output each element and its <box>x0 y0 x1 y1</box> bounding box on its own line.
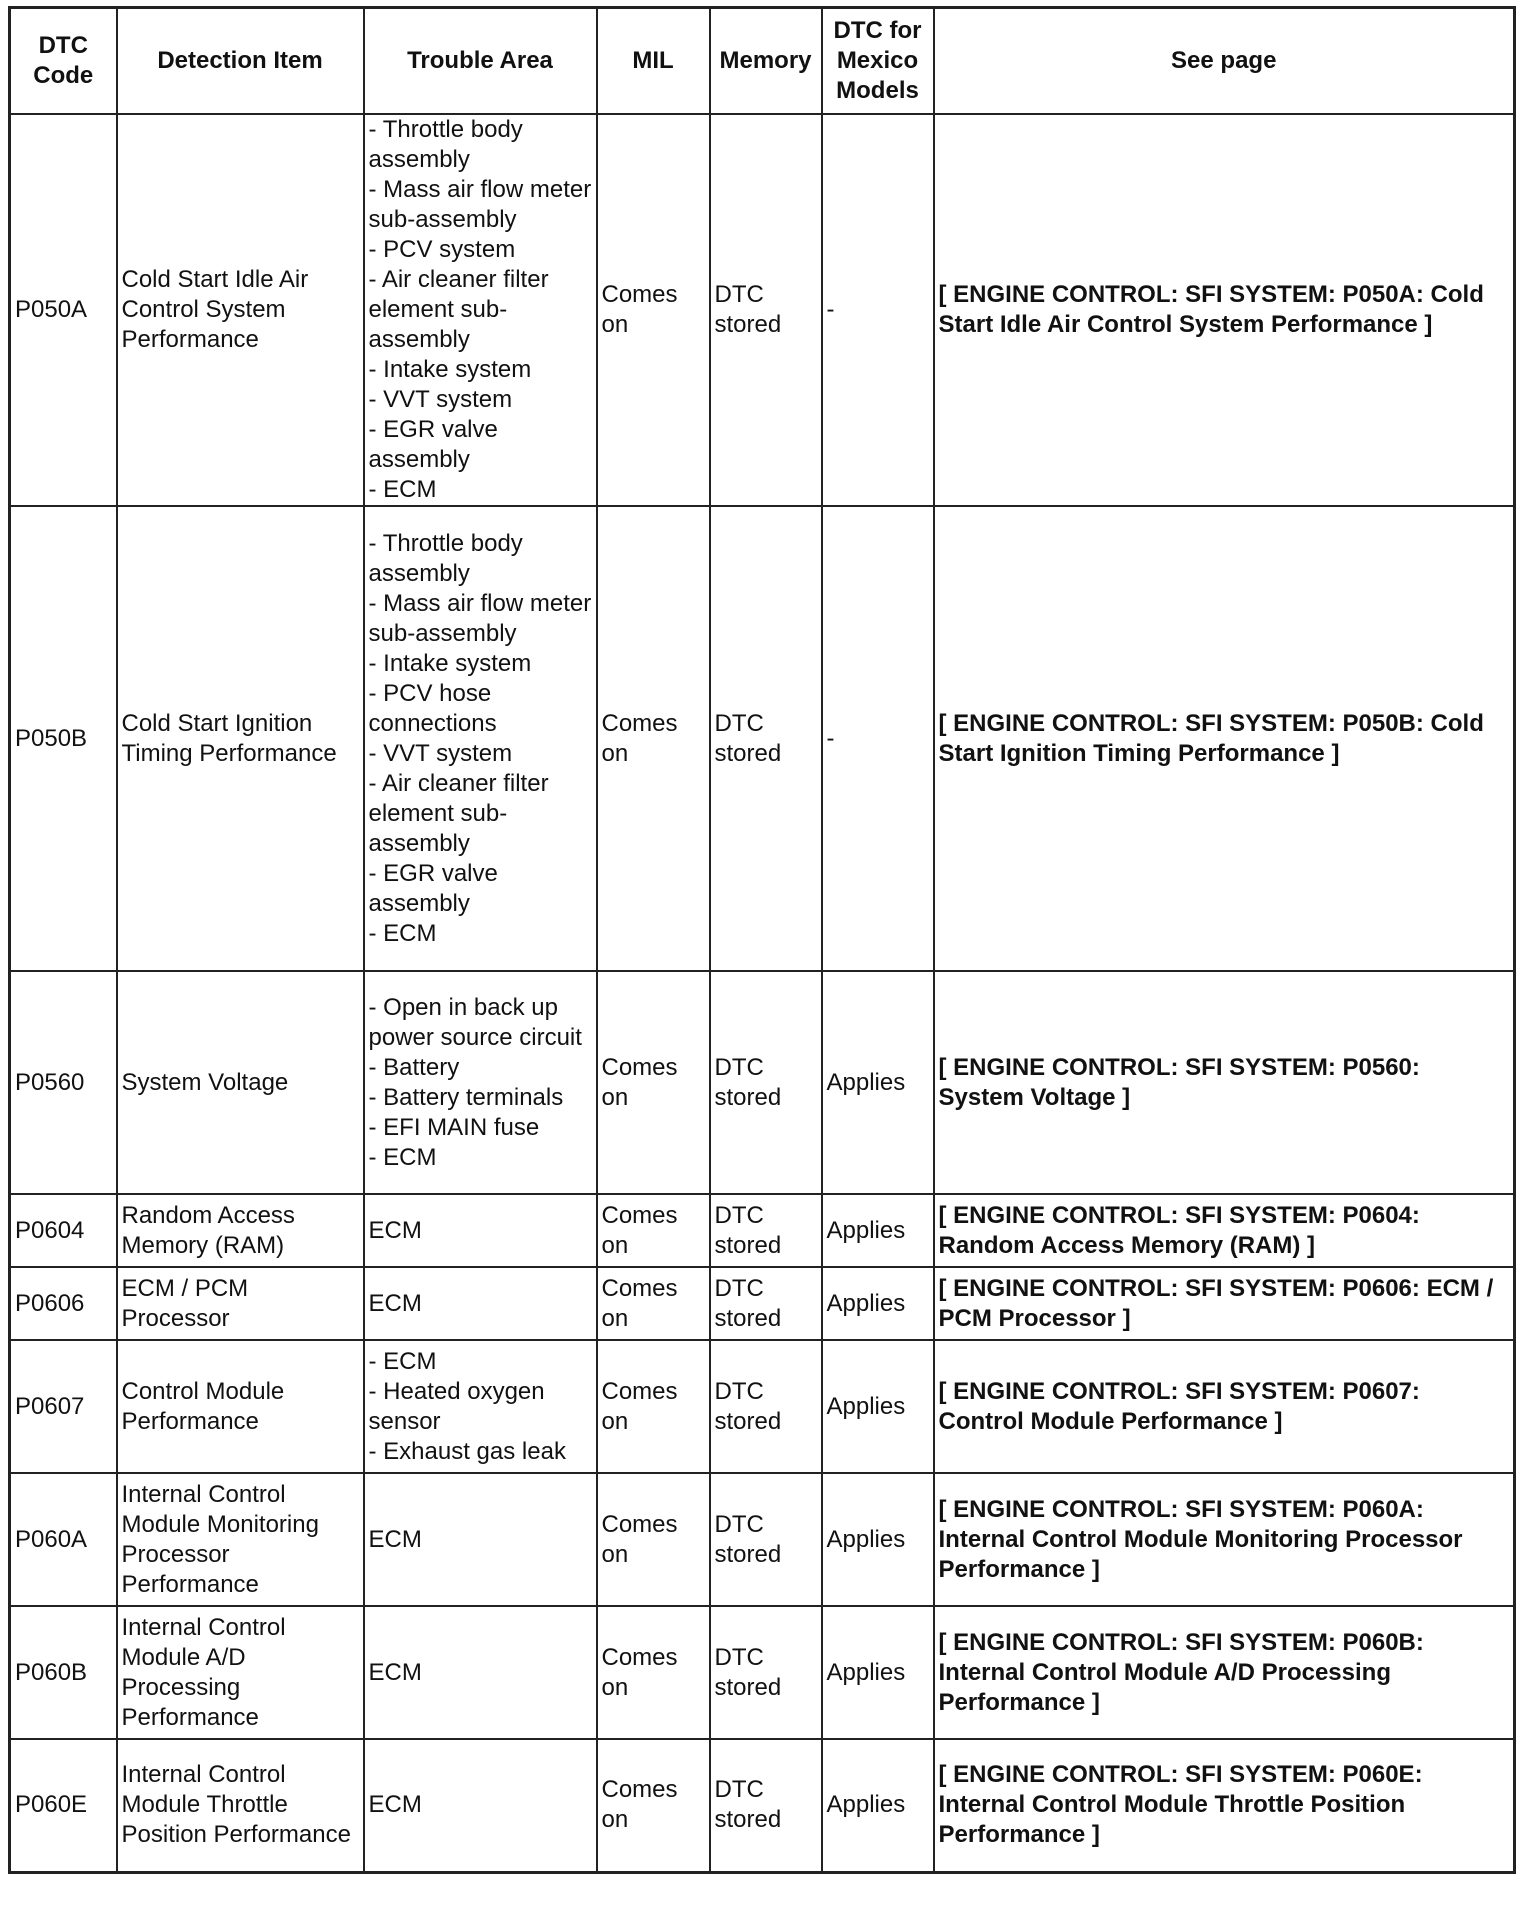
trouble-area-line: ECM <box>368 1658 422 1686</box>
header-mil: MIL <box>597 8 710 115</box>
memory-cell: DTC stored <box>710 1194 822 1267</box>
trouble-area-cell <box>364 971 597 1194</box>
mil-cell: Comes on <box>597 1267 710 1340</box>
trouble-area-line: - Battery <box>368 1053 460 1081</box>
memory-cell: DTC stored <box>710 1473 822 1606</box>
dtc-code-cell: P060B <box>10 1606 117 1739</box>
memory-cell: DTC stored <box>710 1340 822 1473</box>
dtc-code-cell: P0606 <box>10 1267 117 1340</box>
table-row <box>10 1739 1515 1872</box>
trouble-area-line: - Mass air flow meter sub-assembly <box>368 176 592 233</box>
trouble-area-line: - ECM <box>368 1143 437 1171</box>
mexico-models-cell: Applies <box>822 1267 934 1340</box>
trouble-area-line: - PCV system <box>368 236 516 263</box>
table-row <box>10 1473 1515 1606</box>
table-row <box>10 114 1515 506</box>
trouble-area-line: - Air cleaner filter element sub-assembly <box>368 266 549 353</box>
see-page-link[interactable]: [ ENGINE CONTROL: SFI SYSTEM: P050A: Cold Start Idle Air Control System Performance ] <box>934 114 1515 506</box>
trouble-area-line: - Heated oxygen sensor <box>368 1377 545 1435</box>
dtc-code-cell: P0607 <box>10 1340 117 1473</box>
trouble-area-cell <box>364 114 597 506</box>
dtc-code-cell: P050B <box>10 506 117 971</box>
header-see-page: See page <box>934 8 1515 115</box>
trouble-area-line: - Exhaust gas leak <box>368 1437 566 1465</box>
trouble-area-line: - Throttle body assembly <box>368 116 523 173</box>
see-page-link[interactable]: [ ENGINE CONTROL: SFI SYSTEM: P050B: Cold Start Ignition Timing Performance ] <box>934 506 1515 971</box>
trouble-area-line: - Air cleaner filter element sub-assembly <box>368 769 549 857</box>
header-memory: Memory <box>710 8 822 115</box>
trouble-area-line: ECM <box>368 1289 422 1317</box>
table-row <box>10 1340 1515 1473</box>
trouble-area-cell <box>364 1340 597 1473</box>
trouble-area-cell <box>364 506 597 971</box>
table-row <box>10 1606 1515 1739</box>
detection-item-cell: Control Module Performance <box>117 1340 364 1473</box>
table-body <box>10 114 1515 1872</box>
detection-item-cell: Internal Control Module Throttle Position Performance <box>117 1739 364 1872</box>
trouble-area-line: - EFI MAIN fuse <box>368 1113 540 1141</box>
see-page-link[interactable]: [ ENGINE CONTROL: SFI SYSTEM: P060A: Internal Control Module Monitoring Processor Performance ] <box>934 1473 1515 1606</box>
trouble-area-line: - VVT system <box>368 739 513 767</box>
table-row <box>10 1267 1515 1340</box>
mexico-models-cell: Applies <box>822 1473 934 1606</box>
header-row <box>10 8 1515 115</box>
see-page-link[interactable]: [ ENGINE CONTROL: SFI SYSTEM: P0560: System Voltage ] <box>934 971 1515 1194</box>
detection-item-cell: Random Access Memory (RAM) <box>117 1194 364 1267</box>
memory-cell: DTC stored <box>710 506 822 971</box>
detection-item-cell: Internal Control Module A/D Processing Performance <box>117 1606 364 1739</box>
dtc-code-cell: P0604 <box>10 1194 117 1267</box>
trouble-area-line: - Battery terminals <box>368 1083 564 1111</box>
see-page-link[interactable]: [ ENGINE CONTROL: SFI SYSTEM: P0604: Random Access Memory (RAM) ] <box>934 1194 1515 1267</box>
trouble-area-line: - Mass air flow meter sub-assembly <box>368 589 592 647</box>
trouble-area-cell <box>364 1194 597 1267</box>
mexico-models-cell: - <box>822 114 934 506</box>
mil-cell: Comes on <box>597 1340 710 1473</box>
table-row <box>10 971 1515 1194</box>
mexico-models-cell: - <box>822 506 934 971</box>
trouble-area-line: - Open in back up power source circuit <box>368 993 582 1051</box>
detection-item-cell: Cold Start Idle Air Control System Performance <box>117 114 364 506</box>
trouble-area-line: - PCV hose connections <box>368 679 497 737</box>
trouble-area-line: - VVT system <box>368 386 513 413</box>
mil-cell: Comes on <box>597 971 710 1194</box>
trouble-area-line: - EGR valve assembly <box>368 416 498 473</box>
dtc-table <box>8 6 1516 1874</box>
table-row <box>10 1194 1515 1267</box>
mil-cell: Comes on <box>597 114 710 506</box>
memory-cell: DTC stored <box>710 1267 822 1340</box>
mil-cell: Comes on <box>597 506 710 971</box>
see-page-link[interactable]: [ ENGINE CONTROL: SFI SYSTEM: P060B: Internal Control Module A/D Processing Performance ] <box>934 1606 1515 1739</box>
memory-cell: DTC stored <box>710 114 822 506</box>
memory-cell: DTC stored <box>710 1606 822 1739</box>
mil-cell: Comes on <box>597 1194 710 1267</box>
trouble-area-cell <box>364 1473 597 1606</box>
header-dtc-code: DTC Code <box>10 8 117 115</box>
header-detection-item: Detection Item <box>117 8 364 115</box>
mexico-models-cell: Applies <box>822 1194 934 1267</box>
detection-item-cell: Cold Start Ignition Timing Performance <box>117 506 364 971</box>
detection-item-cell: System Voltage <box>117 971 364 1194</box>
mil-cell: Comes on <box>597 1739 710 1872</box>
trouble-area-line: - Intake system <box>368 356 532 383</box>
dtc-code-cell: P050A <box>10 114 117 506</box>
detection-item-cell: Internal Control Module Monitoring Processor Performance <box>117 1473 364 1606</box>
mil-cell: Comes on <box>597 1473 710 1606</box>
trouble-area-line: - Throttle body assembly <box>368 529 523 587</box>
header-mexico-models: DTC for Mexico Models <box>822 8 934 115</box>
trouble-area-line: - ECM <box>368 1347 437 1375</box>
see-page-link[interactable]: [ ENGINE CONTROL: SFI SYSTEM: P060E: Internal Control Module Throttle Position Performance ] <box>934 1739 1515 1872</box>
mexico-models-cell: Applies <box>822 1739 934 1872</box>
memory-cell: DTC stored <box>710 1739 822 1872</box>
see-page-link[interactable]: [ ENGINE CONTROL: SFI SYSTEM: P0607: Control Module Performance ] <box>934 1340 1515 1473</box>
mexico-models-cell: Applies <box>822 1606 934 1739</box>
dtc-code-cell: P060E <box>10 1739 117 1872</box>
trouble-area-line: - EGR valve assembly <box>368 859 498 917</box>
mil-cell: Comes on <box>597 1606 710 1739</box>
trouble-area-line: - Intake system <box>368 649 532 677</box>
dtc-table-container <box>8 6 1516 1874</box>
dtc-code-cell: P0560 <box>10 971 117 1194</box>
trouble-area-line: ECM <box>368 1216 422 1244</box>
table-row <box>10 506 1515 971</box>
trouble-area-cell <box>364 1606 597 1739</box>
see-page-link[interactable]: [ ENGINE CONTROL: SFI SYSTEM: P0606: ECM / PCM Processor ] <box>934 1267 1515 1340</box>
trouble-area-line: - ECM <box>368 919 437 947</box>
header-trouble-area: Trouble Area <box>364 8 597 115</box>
table-header <box>10 8 1515 115</box>
detection-item-cell: ECM / PCM Processor <box>117 1267 364 1340</box>
trouble-area-cell <box>364 1267 597 1340</box>
trouble-area-line: ECM <box>368 1791 422 1819</box>
mexico-models-cell: Applies <box>822 971 934 1194</box>
dtc-code-cell: P060A <box>10 1473 117 1606</box>
memory-cell: DTC stored <box>710 971 822 1194</box>
trouble-area-line: - ECM <box>368 476 437 503</box>
trouble-area-cell <box>364 1739 597 1872</box>
trouble-area-line: ECM <box>368 1525 422 1553</box>
mexico-models-cell: Applies <box>822 1340 934 1473</box>
